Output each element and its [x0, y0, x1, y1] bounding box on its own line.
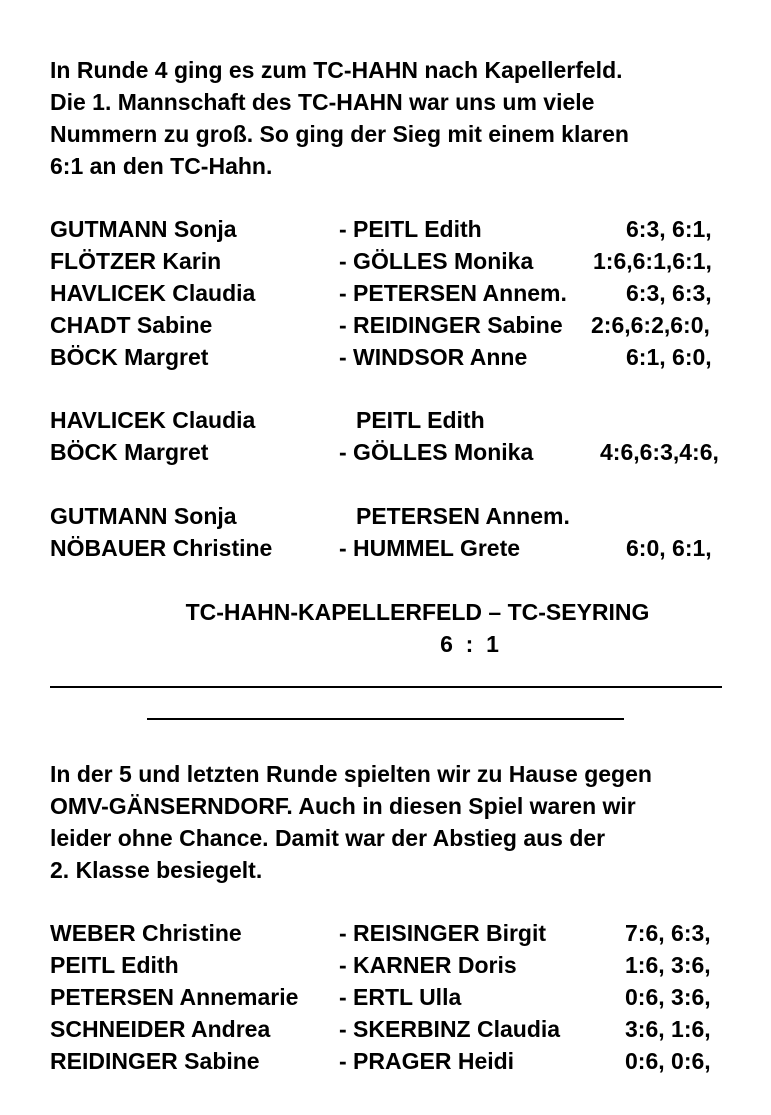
round4-text-line: 6:1 an den TC-Hahn.	[50, 153, 273, 179]
home-player: CHADT Sabine	[50, 312, 213, 338]
match-score: 0:6, 3:6,	[625, 984, 711, 1010]
round4-doubles-row	[50, 532, 770, 564]
away-player: PEITL Edith	[356, 407, 485, 433]
away-player: - GÖLLES Monika	[339, 248, 534, 274]
round5-singles-row	[50, 949, 770, 981]
home-player: HAVLICEK Claudia	[50, 280, 256, 306]
home-player: REIDINGER Sabine	[50, 1048, 260, 1074]
round5-singles-row	[50, 1013, 770, 1045]
match-score: 7:6, 6:3,	[625, 920, 711, 946]
match-score: 6:0, 6:1,	[626, 535, 712, 561]
divider-line	[147, 718, 624, 720]
home-player: GUTMANN Sonja	[50, 503, 237, 529]
home-player: BÖCK Margret	[50, 439, 209, 465]
round4-singles-row	[50, 213, 770, 245]
round4-singles-row	[50, 277, 770, 309]
round4-doubles-row	[50, 500, 770, 532]
match-score: 6:3, 6:3,	[626, 280, 712, 306]
round5-text-line: OMV-GÄNSERNDORF. Auch in diesen Spiel waren wir	[50, 793, 636, 819]
round5-singles-row	[50, 981, 770, 1013]
match-score: 6:3, 6:1,	[626, 216, 712, 242]
home-player: SCHNEIDER Andrea	[50, 1016, 271, 1042]
match-score: 1:6, 3:6,	[625, 952, 711, 978]
home-player: WEBER Christine	[50, 920, 242, 946]
round4-text-line: Nummern zu groß. So ging der Sieg mit einem klaren	[50, 121, 629, 147]
home-player: FLÖTZER Karin	[50, 248, 222, 274]
round4-singles-row	[50, 245, 770, 277]
round5-text-line: In der 5 und letzten Runde spielten wir zu Hause gegen	[50, 761, 652, 787]
round4-doubles-row	[50, 436, 770, 468]
round4-text-line: Die 1. Mannschaft des TC-HAHN war uns um viele	[50, 89, 595, 115]
away-player: - SKERBINZ Claudia	[339, 1016, 561, 1042]
match-score: 0:6, 0:6,	[625, 1048, 711, 1074]
home-player: GUTMANN Sonja	[50, 216, 237, 242]
round4-singles-row	[50, 341, 770, 373]
match-score: 3:6, 1:6,	[625, 1016, 711, 1042]
away-player: - HUMMEL Grete	[339, 535, 521, 561]
match-score: 4:6,6:3,4:6,	[600, 439, 719, 465]
round5-text-line: 2. Klasse besiegelt.	[50, 857, 263, 883]
away-player: - KARNER Doris	[339, 952, 517, 978]
away-player: - ERTL Ulla	[339, 984, 462, 1010]
away-player: - PEITL Edith	[339, 216, 482, 242]
away-player: - PRAGER Heidi	[339, 1048, 515, 1074]
round5-singles-row	[50, 1045, 770, 1077]
match-score: 1:6,6:1,6:1,	[593, 248, 712, 274]
divider-line	[50, 686, 722, 688]
round5-singles-row	[50, 917, 770, 949]
away-player: - PETERSEN Annem.	[339, 280, 567, 306]
home-player: NÖBAUER Christine	[50, 535, 273, 561]
away-player: - GÖLLES Monika	[339, 439, 534, 465]
away-player: - WINDSOR Anne	[339, 344, 528, 370]
home-player: PETERSEN Annemarie	[50, 984, 299, 1010]
result-score: 6 : 1	[440, 631, 499, 657]
round4-text-line: In Runde 4 ging es zum TC-HAHN nach Kapellerfeld.	[50, 57, 623, 83]
round4-singles-row	[50, 309, 770, 341]
home-player: BÖCK Margret	[50, 344, 209, 370]
round4-doubles-row	[50, 404, 770, 436]
home-player: PEITL Edith	[50, 952, 179, 978]
match-score: 6:1, 6:0,	[626, 344, 712, 370]
away-player: PETERSEN Annem.	[356, 503, 570, 529]
away-player: - REIDINGER Sabine	[339, 312, 563, 338]
away-player: - REISINGER Birgit	[339, 920, 547, 946]
round5-text-line: leider ohne Chance. Damit war der Abstieg aus der	[50, 825, 606, 851]
match-score: 2:6,6:2,6:0,	[591, 312, 710, 338]
result-title: TC-HAHN-KAPELLERFELD – TC-SEYRING	[185, 599, 650, 625]
home-player: HAVLICEK Claudia	[50, 407, 256, 433]
